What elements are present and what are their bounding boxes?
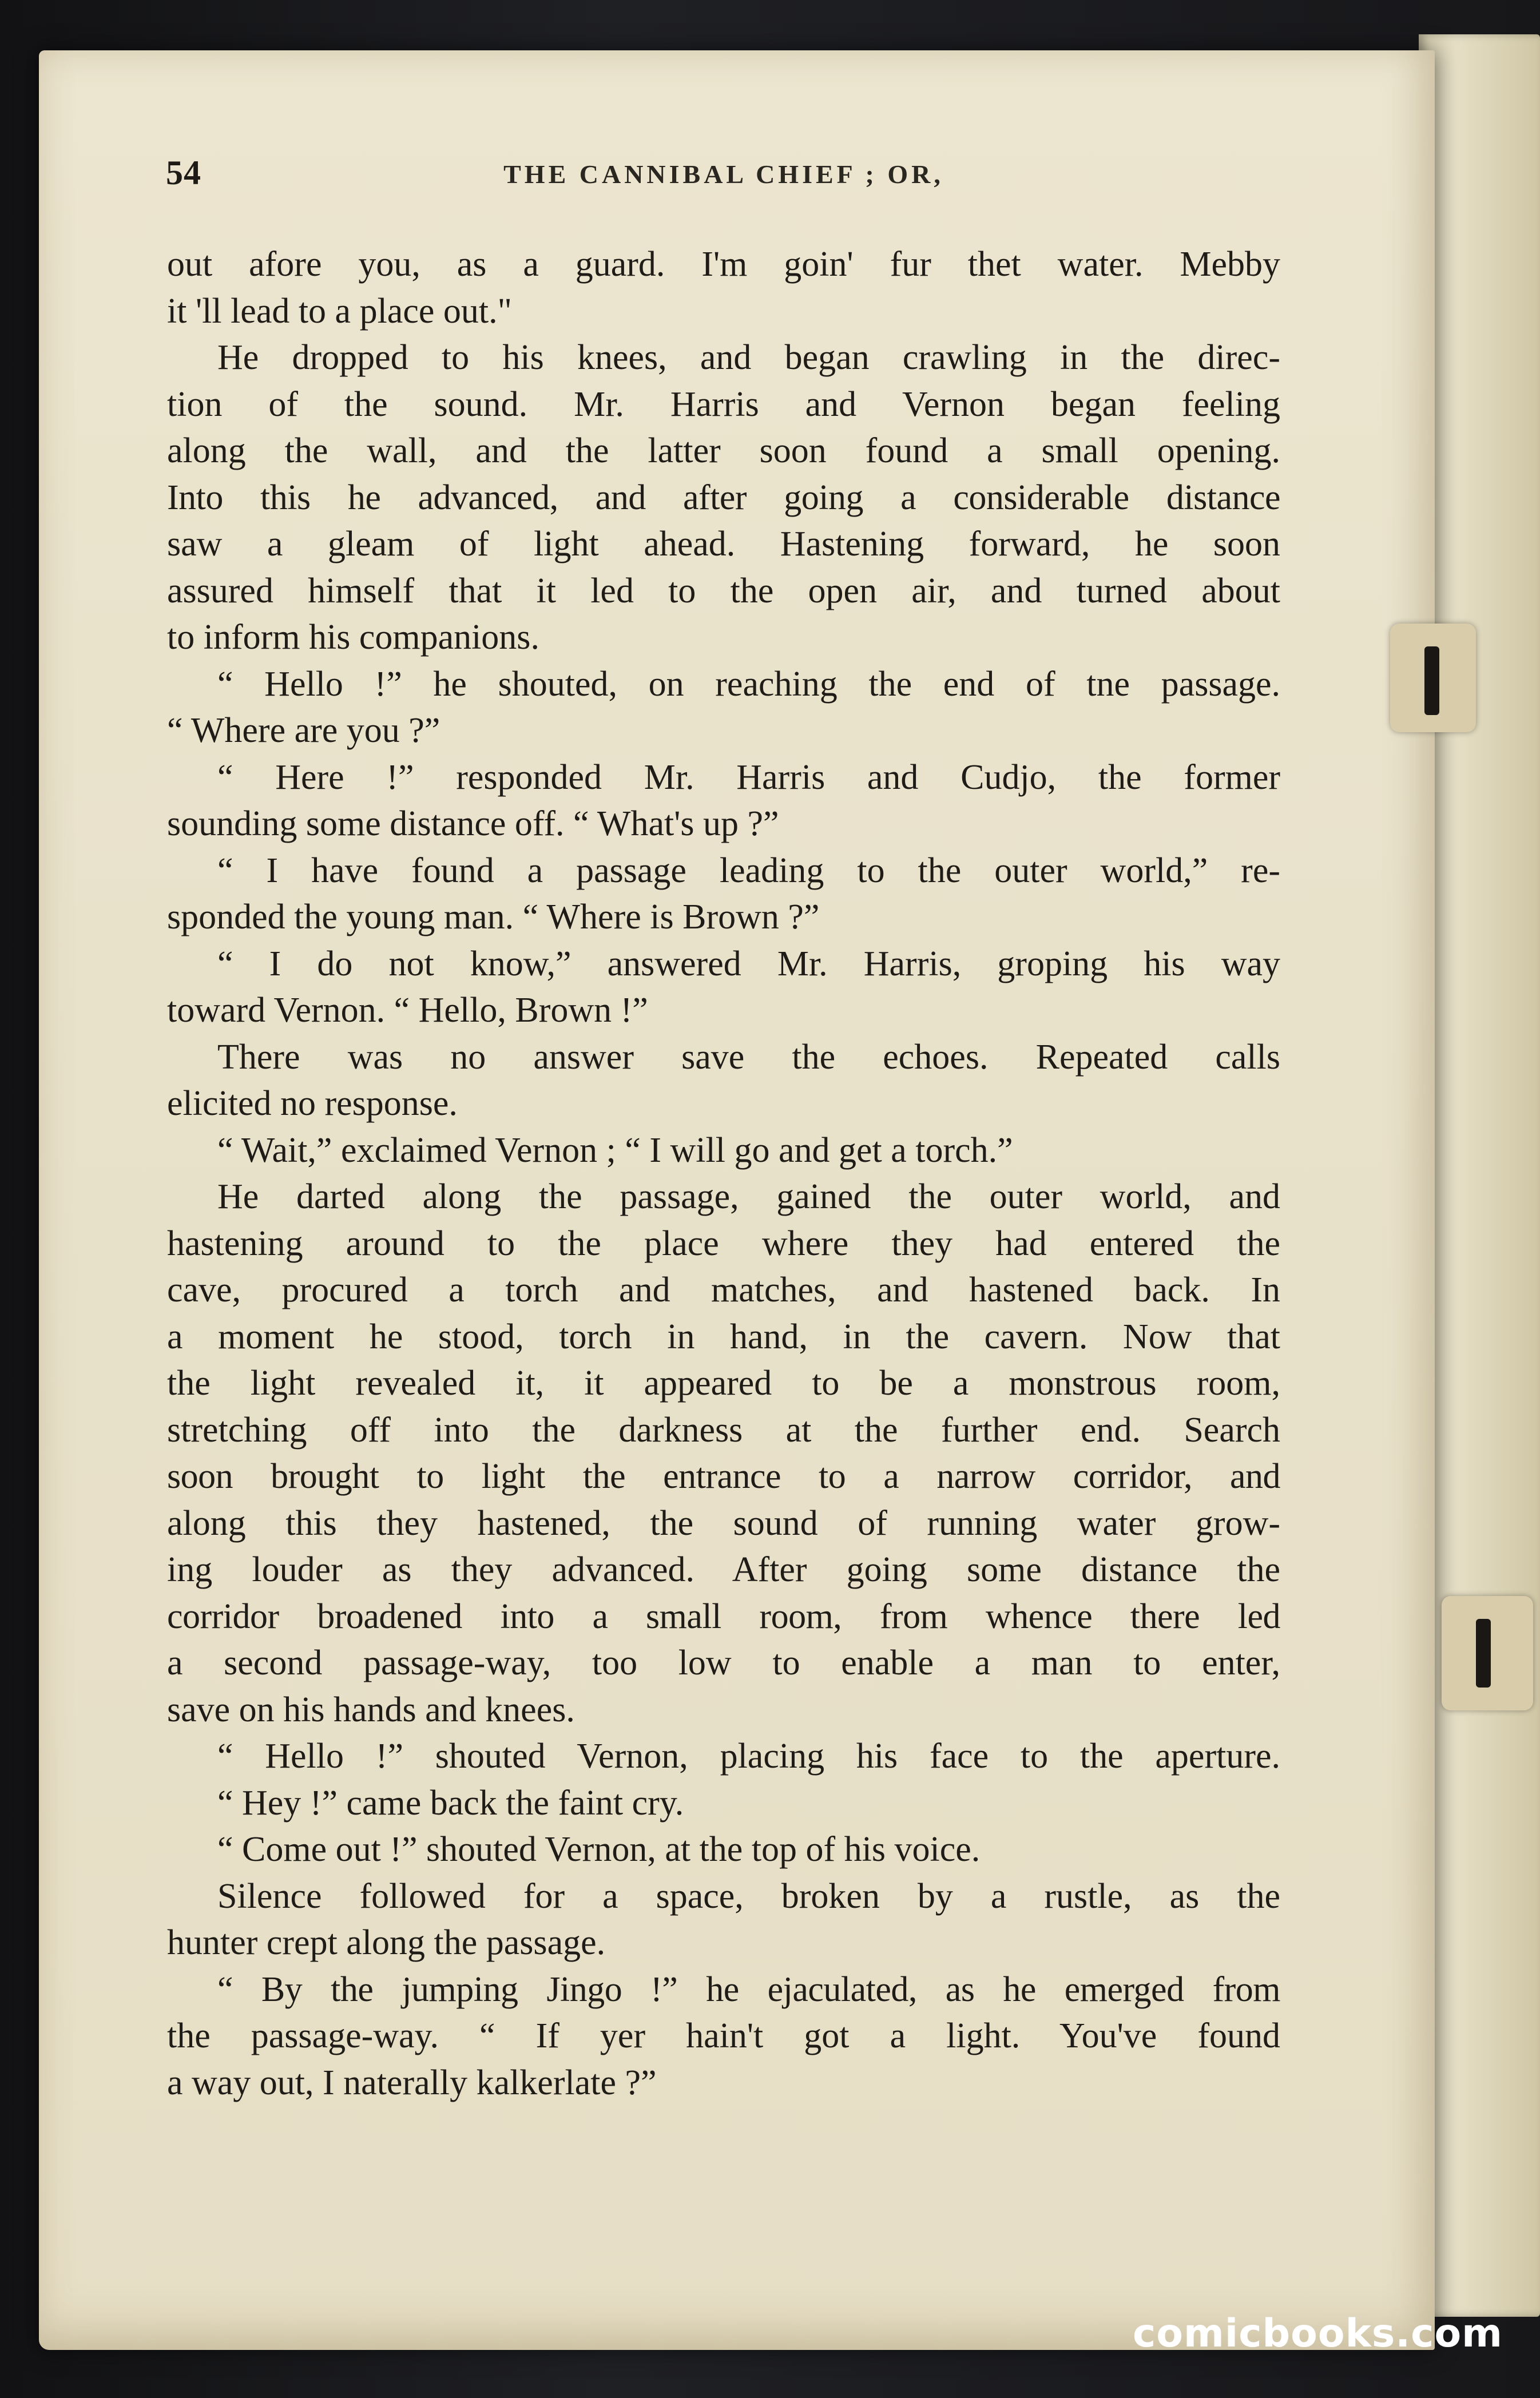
text-line: “ I do not know,” answered Mr. Harris, groping his way (217, 944, 1280, 983)
text-line: He darted along the passage, gained the outer world, and (217, 1177, 1280, 1216)
text-line: “ I have found a passage leading to the outer world,” re- (217, 851, 1280, 890)
staple-icon (1476, 1619, 1491, 1688)
text-line: corridor broadened into a small room, from whence there led (167, 1597, 1280, 1636)
text-line: Into this he advanced, and after going a considerable distance (167, 478, 1280, 517)
text-line: “ Hey !” came back the faint cry. (217, 1783, 684, 1823)
running-title: THE CANNIBAL CHIEF ; OR, (503, 160, 944, 189)
text-line: “ Hello !” he shouted, on reaching the end of tne passage. (217, 664, 1280, 704)
text-line: soon brought to light the entrance to a narrow corridor, and (167, 1457, 1280, 1496)
text-line: hastening around to the place where they had entered the (167, 1224, 1280, 1263)
text-line: Silence followed for a space, broken by a rustle, as the (217, 1876, 1280, 1916)
site-watermark: comicbooks.com (1133, 2311, 1503, 2356)
staple-icon (1424, 646, 1439, 715)
text-line: “ Wait,” exclaimed Vernon ; “ I will go and get a torch.” (217, 1130, 1013, 1170)
text-line: along the wall, and the latter soon found a small opening. (167, 431, 1280, 470)
binding-tab-bottom (1442, 1596, 1533, 1710)
text-line: it 'll lead to a place out." (167, 291, 512, 331)
text-line: There was no answer save the echoes. Repeated calls (217, 1037, 1280, 1077)
text-line: sounding some distance off. “ What's up ?” (167, 804, 779, 843)
body-text (167, 241, 1280, 2106)
text-line: save on his hands and knees. (167, 1690, 575, 1729)
text-line: out afore you, as a guard. I'm goin' fur thet water. Mebby (167, 245, 1280, 284)
page-header (166, 153, 1281, 199)
text-line: “ By the jumping Jingo !” he ejaculated, as he emerged from (217, 1970, 1280, 2009)
text-line: stretching off into the darkness at the further end. Search (167, 1410, 1280, 1450)
text-line: cave, procured a torch and matches, and hastened back. In (167, 1271, 1280, 1309)
text-line: a moment he stood, torch in hand, in the cavern. Now that (167, 1317, 1280, 1356)
text-line: the light revealed it, it appeared to be a monstrous room, (167, 1364, 1280, 1403)
binding-tab-top (1390, 624, 1476, 732)
text-line: “ Come out !” shouted Vernon, at the top of his voice. (217, 1830, 981, 1869)
text-line: along this they hastened, the sound of running water grow- (167, 1503, 1280, 1543)
text-line: “ Hello !” shouted Vernon, placing his face to the aperture. (217, 1737, 1280, 1776)
page-number: 54 (166, 154, 201, 192)
text-line: a second passage-way, too low to enable a man to enter, (167, 1643, 1280, 1682)
text-line: toward Vernon. “ Hello, Brown !” (167, 991, 648, 1030)
text-line: a way out, I naterally kalkerlate ?” (167, 2063, 657, 2102)
adjacent-page-edge (1419, 34, 1540, 2317)
text-line: “ Here !” responded Mr. Harris and Cudjo, the former (217, 757, 1280, 797)
text-line: sponded the young man. “ Where is Brown ?” (167, 898, 820, 936)
text-line: assured himself that it led to the open air, and turned about (167, 571, 1280, 610)
text-line: “ Where are you ?” (167, 711, 440, 750)
text-line: saw a gleam of light ahead. Hastening forward, he soon (167, 525, 1280, 563)
text-line: to inform his companions. (167, 618, 539, 657)
text-line: hunter crept along the passage. (167, 1923, 606, 1962)
text-line: elicited no response. (167, 1084, 458, 1123)
text-line: the passage-way. “ If yer hain't got a light. You've found (167, 2016, 1280, 2055)
text-line: He dropped to his knees, and began crawling in the direc- (217, 338, 1280, 377)
text-line: ing louder as they advanced. After going some distance the (167, 1550, 1280, 1589)
text-line: tion of the sound. Mr. Harris and Vernon began feeling (167, 384, 1280, 424)
